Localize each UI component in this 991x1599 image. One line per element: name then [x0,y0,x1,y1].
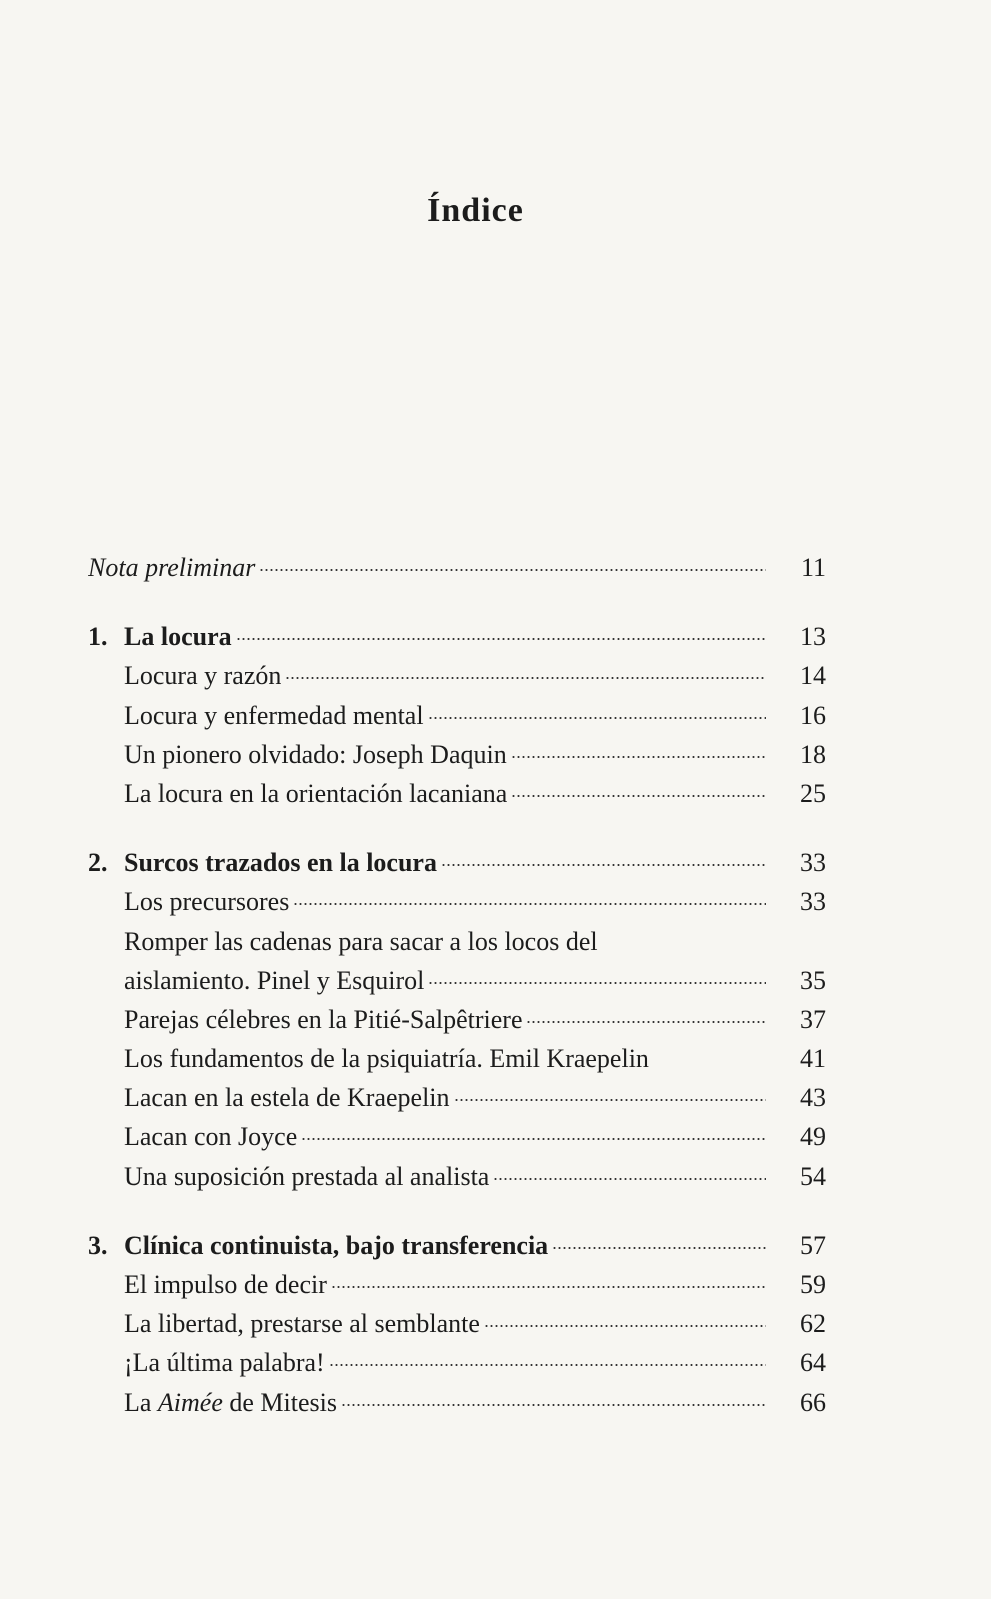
entry-text: Un pionero olvidado: Joseph Daquin [124,739,507,769]
toc-entry-section [88,1265,848,1304]
entry-text: Los fundamentos de la psiquiatría. Emil Kraepelin [124,1044,649,1074]
entry-left [124,1157,768,1196]
toc-entry-preface [88,548,848,587]
dot-leader [454,1099,766,1101]
entry-text: Los precursores [124,887,290,917]
dot-leader [285,677,766,679]
entry-left [124,1343,768,1382]
entry-text: Locura y enfermedad mental [124,700,424,730]
toc-entry-chapter [88,617,848,656]
dot-leader [293,903,766,905]
entry-text-italic: Aimée [157,1387,223,1417]
page-number: 43 [800,1083,826,1113]
page-number: 16 [800,700,826,730]
entry-text: ¡La última palabra! [124,1348,325,1378]
entry-left [124,1117,768,1156]
entry-left [124,1039,768,1078]
page-title: Índice [427,192,524,229]
entry-left [124,735,768,774]
entry-left [124,1265,768,1304]
toc-entry-section [88,774,848,813]
entry-text-before: La [124,1387,158,1417]
dot-leader [552,1247,766,1249]
dot-leader [484,1325,766,1327]
entry-text: La locura [124,622,232,652]
entry-left [124,696,768,735]
toc-entry-section [88,1304,848,1343]
toc-entry-section [88,1000,848,1039]
entry-text-after: de Mitesis [222,1387,337,1417]
toc-entry-section [88,1343,848,1382]
page-number: 33 [800,887,826,917]
entry-left [124,922,768,961]
dot-leader [259,569,766,571]
section-gap [88,587,848,617]
entry-text: Locura y razón [124,661,282,691]
entry-left [124,1383,768,1422]
page-number: 18 [800,739,826,769]
page-number: 35 [800,965,826,995]
entry-left [124,961,768,1000]
dot-leader [329,1364,766,1366]
section-gap [88,813,848,843]
entry-text: La locura en la orientación lacaniana [124,778,508,808]
toc-entry-section [88,735,848,774]
page-number: 62 [800,1309,826,1339]
entry-text: Una suposición prestada al analista [124,1161,490,1191]
entry-text: El impulso de decir [124,1270,327,1299]
entry-left [124,774,768,813]
entry-number: 2. [88,848,108,878]
entry-left [88,548,768,587]
entry-left [124,656,768,695]
page-number: 59 [800,1270,826,1299]
dot-leader [428,982,766,984]
toc-entry-section-line [88,922,848,961]
dot-leader [331,1286,766,1288]
toc-entry-section [88,1117,848,1156]
toc-entry-section [88,1039,848,1078]
toc-entry-chapter [88,843,848,882]
page-number: 14 [800,661,826,691]
page-number: 41 [800,1044,826,1074]
entry-text: Clínica continuista, bajo transferencia [124,1230,549,1260]
entry-text: Lacan con Joyce [124,1122,298,1152]
dot-leader [511,795,766,797]
entry-left [124,843,768,882]
toc-entry-section [88,882,848,921]
entry-left [124,1078,768,1117]
page-number: 37 [800,1004,826,1034]
entry-text: Romper las cadenas para sacar a los locos del [124,926,598,956]
entry-number: 1. [88,622,108,652]
page-number: 66 [800,1387,826,1417]
page-number: 64 [800,1348,826,1378]
entry-left [124,617,768,656]
entry-text: Parejas célebres en la Pitié-Salpêtriere [124,1004,523,1034]
page-number: 25 [800,778,826,808]
dot-leader [493,1178,766,1180]
toc-entry-section [88,696,848,735]
page-number: 57 [800,1230,826,1260]
section-gap [88,1196,848,1226]
dot-leader [236,638,766,640]
entry-text: aislamiento. Pinel y Esquirol [124,965,425,995]
page-number: 54 [800,1161,826,1191]
entry-left [124,1304,768,1343]
page-number: 13 [800,622,826,652]
page-number: 49 [800,1122,826,1152]
dot-leader [441,864,766,866]
entry-number: 3. [88,1230,108,1260]
dot-leader [511,756,766,758]
page-number: 33 [800,848,826,878]
toc-entry-section [88,1383,848,1422]
entry-text: Surcos trazados en la locura [124,848,437,878]
entry-left [124,1000,768,1039]
dot-leader [341,1404,766,1406]
entry-left [124,882,768,921]
dot-leader [526,1021,766,1023]
toc-entry-section [88,656,848,695]
table-of-contents [88,548,848,1422]
entry-text: La libertad, prestarse al semblante [124,1309,480,1339]
entry-text: Lacan en la estela de Kraepelin [124,1083,450,1113]
toc-entry-chapter [88,1226,848,1265]
entry-text: Nota preliminar [88,553,256,582]
entry-text [124,1383,337,1422]
dot-leader [428,717,766,719]
toc-entry-section [88,1157,848,1196]
toc-entry-section [88,961,848,1000]
dot-leader [301,1138,766,1140]
entry-left [124,1226,768,1265]
toc-entry-section [88,1078,848,1117]
page-number: 11 [800,553,826,582]
